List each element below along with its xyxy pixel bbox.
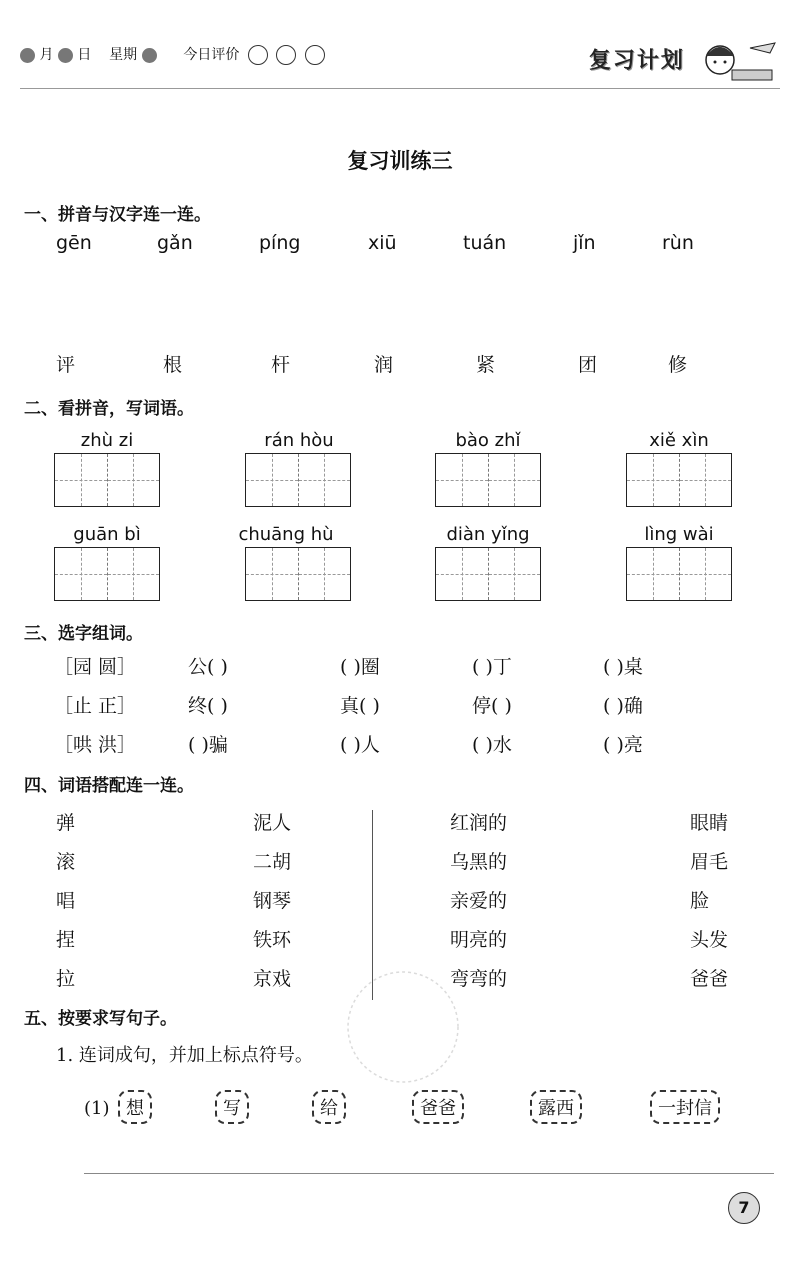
- page-title: 复习训练三: [347, 148, 453, 173]
- blank-item[interactable]: ( )确: [603, 695, 643, 717]
- weekday-circle: [142, 48, 157, 63]
- writing-grid[interactable]: [435, 453, 541, 507]
- blank-item[interactable]: ( )圈: [340, 656, 380, 678]
- match-item: 滚: [56, 851, 76, 873]
- section3-heading: 三、选字组词。: [24, 624, 143, 644]
- watermark-stamp: [338, 962, 468, 1092]
- match-col-nouns: [690, 808, 728, 1003]
- word-chain-box: 给: [312, 1090, 346, 1124]
- girl-reading-icon: [690, 38, 780, 88]
- month-label: 月: [39, 47, 54, 63]
- section5-heading: 五、按要求写句子。: [24, 1009, 177, 1029]
- match-item: 眉毛: [690, 851, 729, 873]
- word-pinyin: xiě xìn: [649, 430, 709, 451]
- word-pinyin: bào zhǐ: [455, 430, 521, 451]
- blank-item[interactable]: ( )人: [340, 734, 380, 756]
- match-item: 泥人: [253, 812, 292, 834]
- pinyin-item: gēn: [56, 232, 92, 254]
- pinyin-item: xiū: [368, 232, 397, 254]
- match-item: 脸: [690, 890, 710, 912]
- word-chain-row: [0, 1090, 800, 1130]
- blank-item[interactable]: ( )亮: [603, 734, 643, 756]
- month-circle: [20, 48, 35, 63]
- header-rule: [20, 88, 780, 89]
- writing-grid[interactable]: [54, 453, 160, 507]
- smiley-icon: [248, 45, 268, 65]
- pinyin-item: tuán: [463, 232, 507, 254]
- pinyin-row: [0, 232, 800, 262]
- match-item: 红润的: [450, 812, 508, 834]
- word-pinyin: zhù zi: [80, 430, 134, 451]
- match-item: 铁环: [253, 929, 292, 951]
- match-item: 乌黑的: [450, 851, 508, 873]
- section4-heading: 四、词语搭配连一连。: [24, 776, 194, 796]
- day-circle: [58, 48, 73, 63]
- match-col-objects: [253, 808, 291, 1003]
- word-pinyin: rán hòu: [264, 430, 334, 451]
- pinyin-item: jǐn: [573, 232, 596, 254]
- match-item: 捏: [56, 929, 76, 951]
- pinyin-item: gǎn: [157, 232, 193, 254]
- writing-grid[interactable]: [245, 453, 351, 507]
- pinyin-item: rùn: [662, 232, 694, 254]
- blank-item[interactable]: 真( ): [340, 695, 380, 717]
- match-item: 唱: [56, 890, 76, 912]
- word-pinyin: lìng wài: [644, 524, 714, 545]
- rating-label: 今日评价: [183, 47, 240, 63]
- writing-grid[interactable]: [54, 547, 160, 601]
- match-item: 京戏: [253, 968, 292, 990]
- char-row: [0, 350, 800, 380]
- blank-item[interactable]: 公( ): [188, 656, 228, 678]
- word-chain-box: 一封信: [650, 1090, 720, 1124]
- choice-row: [0, 652, 800, 682]
- section2-heading: 二、看拼音，写词语。: [24, 399, 194, 419]
- blank-item[interactable]: 停( ): [472, 695, 512, 717]
- blank-item[interactable]: ( )桌: [603, 656, 643, 678]
- char-item: 修: [668, 354, 688, 376]
- day-label: 日: [77, 47, 92, 63]
- match-item: 亲爱的: [450, 890, 508, 912]
- word-chain-box: 露西: [530, 1090, 582, 1124]
- section1-heading: 一、拼音与汉字连一连。: [24, 205, 211, 225]
- pinyin-item: píng: [259, 232, 301, 254]
- char-item: 团: [578, 354, 598, 376]
- writing-grid[interactable]: [626, 547, 732, 601]
- option-pair: ［园 圆］: [54, 656, 137, 678]
- match-col-adjectives: [450, 808, 507, 1003]
- word-chain-box: 想: [118, 1090, 152, 1124]
- smiley-icon: [276, 45, 296, 65]
- word-pinyin: diàn yǐng: [446, 524, 530, 545]
- char-item: 杆: [271, 354, 291, 376]
- choice-row: [0, 691, 800, 721]
- word-chain-box: 爸爸: [412, 1090, 464, 1124]
- footer-rule: [84, 1173, 774, 1174]
- option-pair: ［哄 洪］: [54, 734, 137, 756]
- smiley-icon: [305, 45, 325, 65]
- char-item: 根: [163, 354, 183, 376]
- match-item: 明亮的: [450, 929, 508, 951]
- match-col-verbs: [56, 808, 75, 1003]
- option-pair: ［止 正］: [54, 695, 137, 717]
- match-item: 弹: [56, 812, 76, 834]
- review-plan-banner: [589, 38, 780, 88]
- weekday-label: 星期: [109, 47, 138, 63]
- blank-item[interactable]: 终( ): [188, 695, 228, 717]
- char-item: 润: [374, 354, 394, 376]
- word-chain-box: 写: [215, 1090, 249, 1124]
- word-pinyin: chuāng hù: [238, 524, 334, 545]
- match-item: 眼睛: [690, 812, 729, 834]
- match-item: 弯弯的: [450, 968, 508, 990]
- page-number: 7: [728, 1192, 760, 1224]
- banner-text: 复习计划: [588, 48, 685, 74]
- writing-grid[interactable]: [435, 547, 541, 601]
- match-item: 钢琴: [253, 890, 292, 912]
- blank-item[interactable]: ( )水: [472, 734, 512, 756]
- match-item: 头发: [690, 929, 729, 951]
- match-item: 二胡: [253, 851, 292, 873]
- choice-row: [0, 730, 800, 760]
- blank-item[interactable]: ( )丁: [472, 656, 512, 678]
- match-item: 爸爸: [690, 968, 729, 990]
- item-number: (1): [84, 1098, 110, 1119]
- char-item: 紧: [476, 354, 496, 376]
- writing-grid[interactable]: [626, 453, 732, 507]
- word-pinyin: guān bì: [73, 524, 141, 545]
- subtask-1: 1. 连词成句，并加上标点符号。: [56, 1045, 313, 1066]
- writing-grid[interactable]: [245, 547, 351, 601]
- match-item: 拉: [56, 968, 76, 990]
- char-item: 评: [56, 354, 76, 376]
- blank-item[interactable]: ( )骗: [188, 734, 228, 756]
